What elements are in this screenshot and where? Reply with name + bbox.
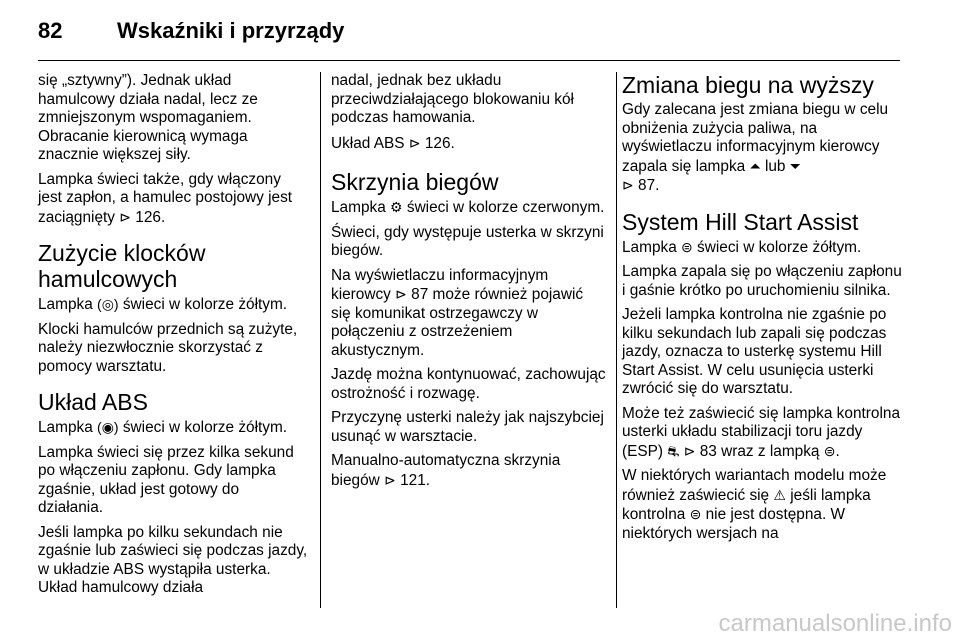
paragraph: Świeci, gdy występuje usterka w skrzyni biegów.	[331, 223, 604, 259]
paragraph: Jeśli lampka po kilku sekundach nie zgaśnie lub zaświeci się podczas jazdy, w układzie ABS wystąpiła usterka. Układ hamulcowy działa	[38, 523, 308, 596]
page-ref-icon: ⊳	[384, 471, 396, 488]
page-header	[0, 0, 960, 60]
page-ref-icon: ⊳	[119, 208, 132, 225]
column-3	[622, 72, 904, 549]
brake-pad-warning-icon: (◎)	[97, 296, 119, 312]
section-heading-gearbox: Skrzynia biegów	[331, 169, 499, 195]
paragraph: Jazdę można kontynuować, zachowując ostrożność i rozwagę.	[331, 366, 606, 402]
paragraph: Lampka świeci także, gdy włączony jest zapłon, a hamulec postojowy jest zaciągnięty ⊳ 126.	[38, 170, 293, 226]
header-divider	[38, 60, 900, 61]
section-heading-upshift: Zmiana biegu na wyższy	[622, 72, 874, 98]
paragraph: Może też zaświecić się lampka kontrolna usterki układu stabilizacji toru jazdy (ESP) ⛐ ⊳ 83 wraz z lampką ⊜.	[622, 404, 901, 460]
paragraph: nadal, jednak bez układu przeciwdziałającego blokowaniu kół podczas hamowania.	[331, 72, 574, 126]
watermark: carmanualsonline.info	[718, 610, 952, 637]
paragraph: Układ ABS ⊳ 126.	[331, 134, 455, 152]
paragraph: W niektórych wariantach modelu może również zaświecić się ⚠ jeśli lampka kontrolna ⊜ nie jest dostępna. W niektórych wersjach na	[622, 467, 887, 542]
hill-start-icon: ⊜	[681, 238, 693, 255]
paragraph: Manualno-automatyczna skrzynia biegów ⊳ 121.	[331, 452, 561, 489]
upshift-icon: ⏶	[749, 157, 761, 174]
hill-start-icon: ⊜	[689, 506, 702, 522]
column-1	[38, 72, 308, 604]
downshift-icon: ⏷	[789, 157, 801, 174]
column-2	[331, 72, 606, 496]
paragraph: Klocki hamulców przednich są zużyte, należy niezwłocznie skorzystać z pomocy warsztatu.	[38, 320, 298, 375]
paragraph: Gdy zalecana jest zmiana biegu w celu obniżenia zużycia paliwa, na wyświetlaczu informacyjnym kierowcy zapala się lampka ⏶ lub ⏷ ⊳ 87.	[622, 101, 889, 194]
hill-start-icon: ⊜	[823, 442, 836, 459]
page-ref-icon: ⊳	[395, 286, 407, 302]
column-divider-2	[616, 72, 617, 608]
esp-icon: ⛐	[667, 442, 680, 459]
page-ref-icon: ⊳	[408, 134, 421, 151]
page-title: Wskaźniki i przyrządy	[117, 18, 345, 43]
warning-triangle-icon: ⚠	[773, 486, 786, 503]
paragraph: Lampka świeci się przez kilka sekund po włączeniu zapłonu. Gdy lampka zgaśnie, układ jest gotowy do działania.	[38, 443, 294, 516]
paragraph: Lampka ⚙ świeci w kolorze czerwonym.	[331, 199, 605, 216]
paragraph: Przyczynę usterki należy jak najszybciej usunąć w warsztacie.	[331, 409, 604, 445]
column-divider-1	[320, 72, 321, 608]
paragraph: Lampka (◉) świeci w kolorze żółtym.	[38, 419, 288, 436]
paragraph: Lampka ⊜ świeci w kolorze żółtym.	[622, 238, 862, 256]
paragraph: Lampka zapala się po włączeniu zapłonu i gaśnie krótko po uruchomieniu silnika.	[622, 263, 902, 299]
paragraph: Na wyświetlaczu informacyjnym kierowcy ⊳ 87 może również pojawić się komunikat ostrzegawczy w połączeniu z ostrzeżeniem akustycznym.	[331, 266, 584, 359]
page-ref-icon: ⊳	[683, 442, 696, 459]
abs-warning-icon: (◉)	[97, 419, 119, 435]
section-heading-hill-start-assist: System Hill Start Assist	[622, 208, 859, 235]
gearbox-warning-icon: ⚙	[390, 199, 403, 215]
paragraph: się „sztywny”). Jednak układ hamulcowy działa nadal, lecz ze zmniejszonym wspomaganiem. Obracanie kierownicą wymaga znacznie większej siły.	[38, 72, 258, 163]
paragraph: Jeżeli lampka kontrolna nie zgaśnie po kilku sekundach lub zapali się podczas jazdy, oznacza to usterkę systemu Hill Start Assist. W celu usunięcia usterki zwrócić się do warsztatu.	[622, 306, 887, 397]
section-heading-brake-wear: Zużycie klocków hamulcowych	[38, 240, 206, 292]
paragraph: Lampka (◎) świeci w kolorze żółtym.	[38, 296, 288, 313]
page-ref-icon: ⊳	[622, 177, 634, 193]
section-heading-abs: Układ ABS	[38, 389, 148, 415]
page-number: 82	[38, 18, 63, 43]
